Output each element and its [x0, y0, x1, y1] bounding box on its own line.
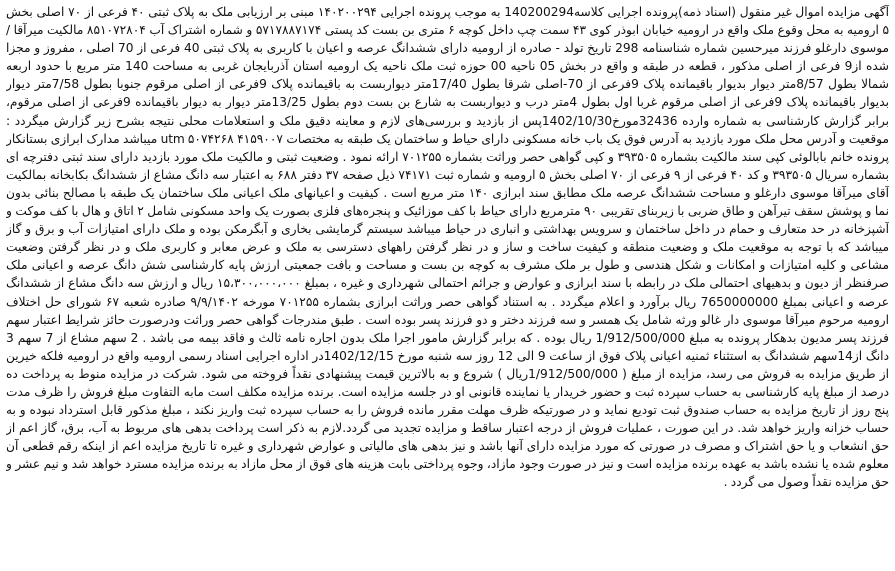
auction-notice-document: [6, 3, 889, 567]
auction-notice-text: آگهی مزایده اموال غیر منقول (اسناد ذمه)پرونده اجرایی کلاسه140200294 به موجب پرونده اجرایی ۱۴۰۲۰۰۲۹۴ مبنی بر ارزیابی ملک به پلاک ثبتی ۴۰ فرعی از ۷۰ اصلی بخش ۵ ارومیه به محل وقوع ملک واقع در ارومیه خیابان ابوذر کوی ۴۳ سمت چپ داخل کوچه ۶ متری بن بست کد پستی ۵۷۱۷۸۸۷۱۷۴ و شماره اشتراک آب ۸۵۱۰۷۲۸۰۴ مالکیت میرآقا / موسوی دارغلو فرزند میرحسین شماره شناسنامه 298 تاریخ تولد - صادره از ارومیه دارای ششدانگ عرصه و اعیان با کاربری به پلاک ثبتی 40 فرعی از 70 اصلی ، مفروز و مجزا شده از9 فرعی از اصلی مذکور ، قطعه در طبقه و واقع در بخش 05 ناحیه 00 حوزه ثبت ملک ناحیه یک ارومیه استان آذربایجان غربی به مساحت 140 متر مربع با حدود اربعه شمالا بطول 8/57متر دیوار بدیوار باقیمانده پلاک 9فرعی از 70-اصلی شرقا بطول 17/40متر دیواربست به باقیمانده پلاک 9فرعی از اصلی مرقوم جنوبا بطول 7/58متر دیوار بدیوار باقیمانده پلاک 9فرعی از اصلی مرقوم غربا اول بطول 4متر درب و دیواربست به شارع بن بست دوم بطول 13/25متر دیوار به دیوار باقیمانده 9فرعی از اصلی مرقوم، برابر گزارش کارشناسی به شماره وارده 32436مورخ1402/10/30پس از بازدید و بررسی‌های لازم و معاینه دقیق ملک و استعلامات محلی نتیجه بشرح زیر گزارش میگردد : موقعیت و آدرس محل ملک مورد بازدید به آدرس فوق یک باب خانه مسکونی دارای حیاط و ساختمان یک طبقه به مختصات utm ۵۰۷۴۲۶۸ ۴۱۵۹۰۰۷ میباشد مدارک ابرازی بستانکار پرونده خانم بابالوئی کپی سند مالکیت بشماره ۳۹۳۵۰۵ و کپی گواهی حصر وراثت بشماره ۷۰۱۲۵۵ ارائه نمود . وضعیت ثبتی و مالکیت ملک مورد بازدید دارای سند ثبتی دفترچه ای بشماره سریال ۳۹۳۵۰۵ و کد ۴۰ فرعی از ۹ فرعی از ۷۰ اصلی بخش ۵ ارومیه و شماره ثبت ۷۴۱۷۱ ذیل صفحه ۳۷ دفتر ۶۸۸ به اعتبار سه دانگ مشاع از ششدانگ بکابخانه بمالکیت آقای میرآقا موسوی دارغلو و مساحت ششدانگ عرصه ملک مطابق سند ابرازی ۱۴۰ متر مربع است . کیفیت و اعیانهای ملک اعیانی ملک ساختمان یک طبقه با مصالح بنائی بدون نما و پوشش سقف تیرآهن و طاق ضربی با زیربنای تقریبی ۹۰ مترمربع دارای حیاط با کف موزائیک و پنجره‌های فلزی بصورت یک واحد مسکونی شامل ۲ اتاق و هال با کف موکت و آشپزخانه در حد متعارف و حمام در داخل ساختمان و سرویس بهداشتی و انباری در حیاط میباشد سیستم گرمایشی بخاری و آبگرمکن بوده و ملک دارای امتیازات آب و برق و گاز میباشد که با توجه به موقعیت ملک و وضعیت منطقه و کیفیت ساخت و ساز و در نظر گرفتن راههای دسترسی به ملک و عرض معابر و کاربری ملک و در نظر گرفتن وضعیت مشاعی و کلیه امتیازات و امکانات و شکل هندسی و طول بر ملک مشرف به کوچه بن بست و مساحت و بافت جمعیتی ارزش پایه کارشناسی شش دانگ عرصه و اعیانی ملک صرفنظر از دیون و بدهیهای احتمالی ملک در رابطه با سند ابرازی و عوارض و جرائم احتمالی شهرداری و غیره ، بمبلغ ۱۵،۳۰۰،۰۰۰،۰۰۰ ریال و ارزش سه دانگ مشاع از ششدانگ عرصه و اعیانی بمبلغ 7650000000 ریال برآورد و اعلام میگردد . به استناد گواهی حصر وراثت ابرازی بشماره ۷۰۱۲۵۵ مورخه ۹/۹/۱۴۰۲ صادره شعبه ۶۷ شورای حل اختلاف ارومیه مرحوم میرآقا موسوی دار غالو ورثه شامل یک همسر و سه فرزند دختر و دو فرزند پسر بوده است . طبق مندرجات گواهی حصر وراثت ودرصورت حائز شرایط اعتبار سهم فرزند پسر مدیون بدهکار پرونده به مبلغ 1/912/500/000 ریال بوده . که برابر گزارش مامور اجرا ملک بدون اجاره نامه ثالث و فاقد بیمه می باشد . 2 سهم مشاع از 7 سهم 3 دانگ از14سهم ششدانگ به استثناء ثمنیه اعیانی پلاک فوق از ساعت 9 الی 12 روز سه شنبه مورخ 1402/12/15در اداره اجرایی اسناد رسمی ارومیه واقع در ارومیه فلکه خیرین از طریق مزایده به فروش می رسد، مزایده از مبلغ ( 1/912/500/000ریال ) شروع و به بالاترین قیمت پیشنهادی نقداً فروخته می شود. شرکت در مزایده منوط به پرداخت ده درصد از مبلغ پایه کارشناسی به حساب سپرده ثبت و حضور خریدار یا نماینده قانونی او در جلسه مزایده است. برنده مزایده مکلف است مابه التفاوت مبلغ فروش را ظرف مدت پنج روز از تاریخ مزایده به حساب صندوق ثبت تودیع نماید و در صورتیکه ظرف مهلت مقرر مانده فروش را به حساب سپرده ثبت واریز نکند ، مبلغ مذکور قابل استرداد نبوده و به حساب خزانه واریز خواهد شد. در این صورت ، عملیات فروش از درجه اعتبار ساقط و مزایده تجدید می گردد.لازم به ذکر است پرداخت بدهی های مربوط به آب، برق، گاز اعم از حق انشعاب و یا حق اشتراک و مصرف در صورتی که مورد مزایده دارای آنها باشد و نیز بدهی های مالیاتی و عوارض شهرداری و غیره تا تاریخ مزایده اعم از اینکه رقم قطعی آن معلوم شده یا نشده باشد به عهده برنده مزایده است و نیز در صورت وجود مازاد، وجوه پرداختی بابت هزینه های فوق از محل مازاد به برنده مزایده مسترد خواهد شد و نیم عشر و حق مزایده نقداً وصول می گردد .: [6, 5, 889, 490]
